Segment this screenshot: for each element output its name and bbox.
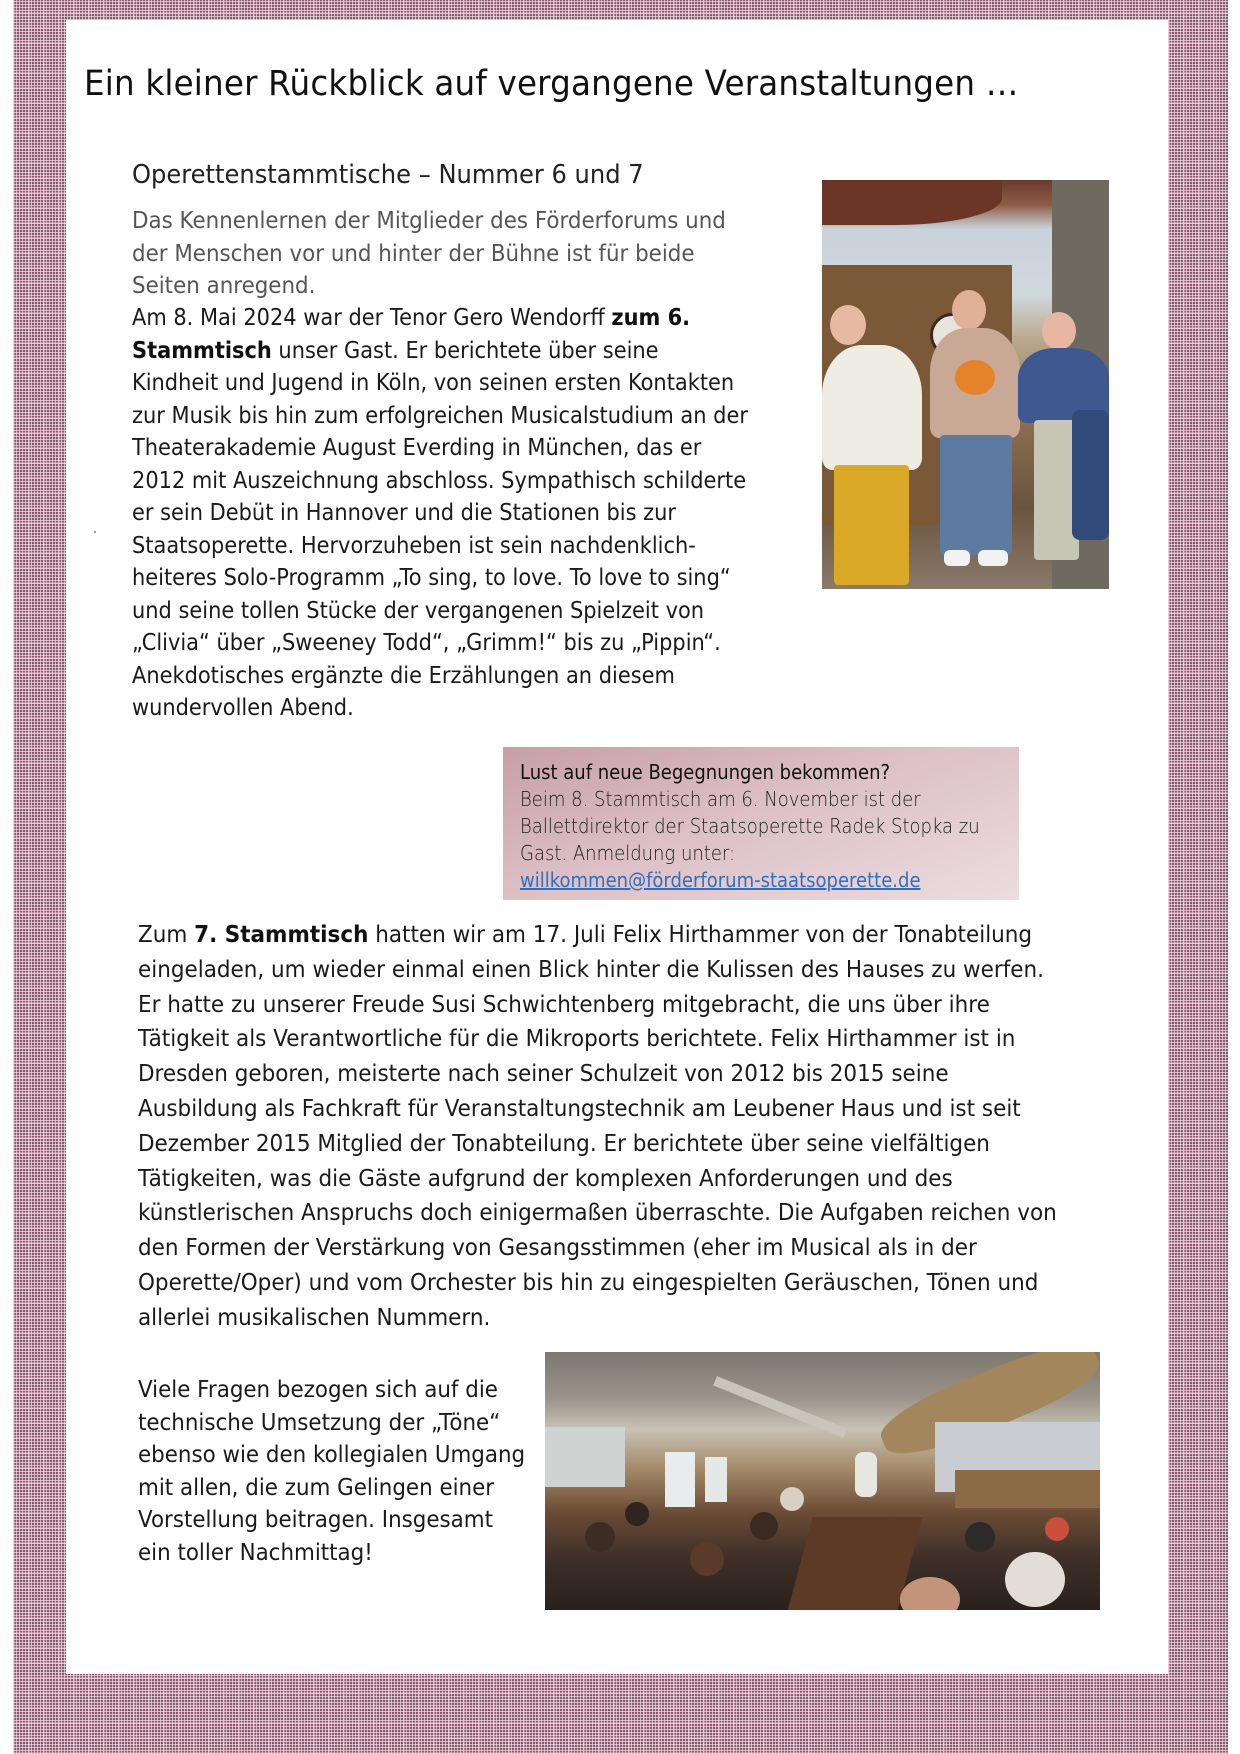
infobox-text: Beim 8. Stammtisch am 6. November ist der Ballettdirektor der Staatsoperette Radek Stopka zu Gast. Anmeldung unter:: [520, 787, 980, 865]
section-title: Operettenstammtische – Nummer 6 und 7: [132, 160, 644, 190]
stammtisch-7-paragraph: [138, 918, 1073, 1336]
para1-text-pre: Am 8. Mai 2024 war der Tenor Gero Wendorff: [132, 305, 612, 331]
para2-bold: 7. Stammtisch: [194, 922, 369, 948]
stray-mark: [94, 531, 96, 533]
infobox-question: Lust auf neue Begegnungen bekommen?: [520, 760, 891, 784]
para2-text-pre: Zum: [138, 922, 195, 948]
para2-text-post: hatten wir am 17. Juli Felix Hirthammer von der Tonabteilung eingeladen, um wieder einmal einen Blick hinter die Kulissen des Hauses zu werfen. Er hatte zu unserer Freude Susi Schwichtenberg mitgebracht, die uns über ihre Tätigkeit als Verantwortliche für die Mikroports berichtete. Felix Hirthammer ist in Dresden geboren, meisterte nach seiner Schulzeit von 2012 bis 2015 seine Ausbildung als Fachkraft für Veranstaltungstechnik am Leubener Haus und ist seit Dezember 2015 Mitglied der Tonabteilung. Er berichtete über seine vielfältigen Tätigkeiten, was die Gäste aufgrund der komplexen Anforderungen und des künstlerischen Anspruchs doch einigermaßen überraschte. Die Aufgaben reichen von den Formen der Verstärkung von Gesangsstimmen (eher im Musical als in der Operette/Oper) und vom Orchester bis hin zu eingespielten Geräuschen, Tönen und allerlei musikalischen Nummern.: [138, 922, 1057, 1331]
registration-email-link[interactable]: willkommen@förderforum-staatsoperette.de: [520, 868, 921, 892]
para1-text-post: unser Gast. Er berichtete über seine Kindheit und Jugend in Köln, von seinen ersten Kontakten zur Musik bis hin zum erfolgreichen Musicalstudium an der Theaterakademie August Everding in München, das er 2012 mit Auszeichnung abschloss. Sympathisch schilderte er sein Debüt in Hannover und die Stationen bis zur Staatsoperette. Hervorzuheben ist sein nachdenklich-heiteres Solo-Programm „To sing, to love. To love to sing“ und seine tollen Stücke der vergangenen Spielzeit von „Clivia“ über „Sweeney Todd“, „Grimm!“ bis zu „Pippin“. Anekdotisches ergänzte die Erzählungen an diesem wundervollen Abend.: [132, 337, 748, 721]
para1-bold: zum 6. Stammtisch: [132, 305, 691, 364]
photo-event-audience: [545, 1352, 1100, 1610]
upcoming-event-box: [503, 747, 1019, 900]
photo-guest-group: [822, 180, 1109, 589]
stammtisch-6-paragraph: [132, 302, 751, 725]
intro-paragraph: Das Kennenlernen der Mitglieder des Förderforums und der Menschen vor und hinter der Bühne ist für beide Seiten anregend.: [132, 208, 726, 299]
page-title: Ein kleiner Rückblick auf vergangene Veranstaltungen …: [84, 64, 1019, 104]
closing-paragraph: Viele Fragen bezogen sich auf die technische Umsetzung der „Töne“ ebenso wie den kollegialen Umgang mit allen, die zum Gelingen einer Vorstellung beitragen. Insgesamt ein toller Nachmittag!: [138, 1377, 526, 1566]
